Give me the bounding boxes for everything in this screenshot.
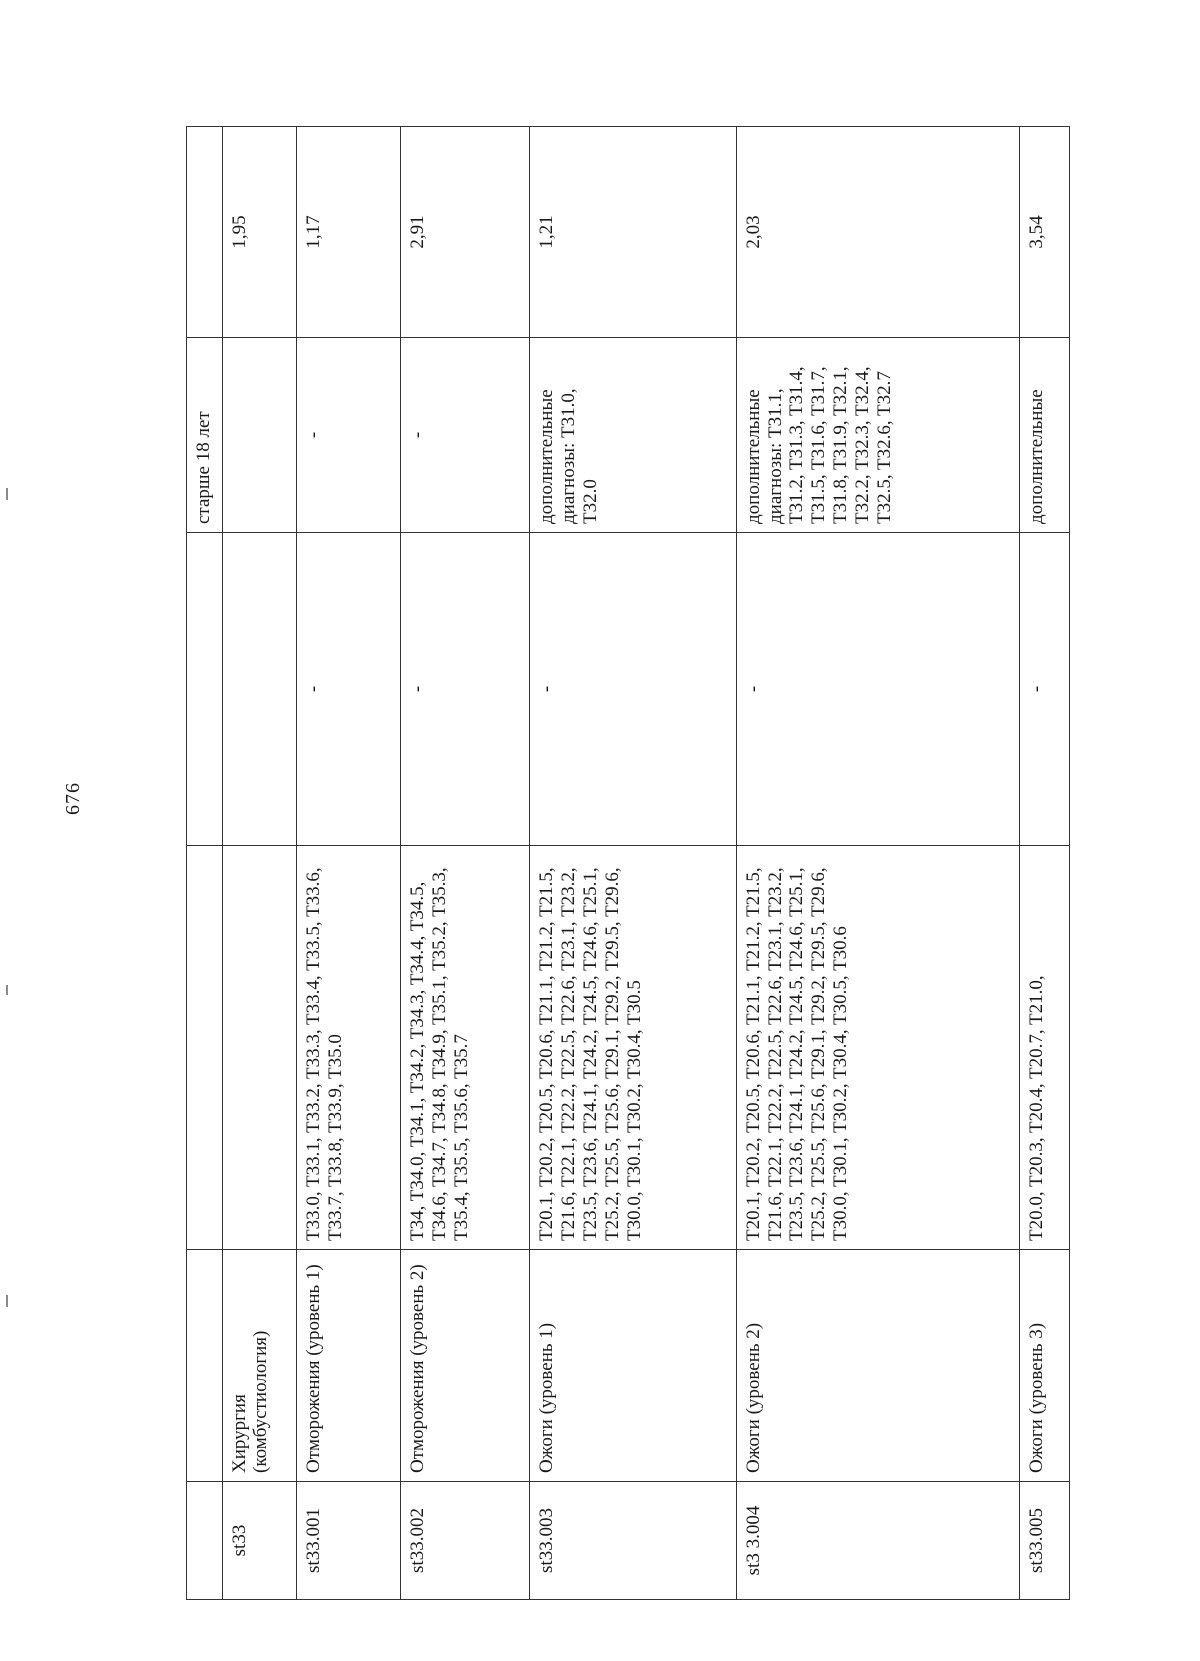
scan-mark bbox=[6, 985, 8, 995]
page-number: 676 bbox=[62, 782, 84, 815]
scan-mark bbox=[6, 488, 8, 500]
row-diagnoses: T20.1, T20.2, T20.5, T20.6, T21.1, T21.2, T21.5, T21.6, T22.1, T22.2, T22.5, T22.6, T23.1, T23.2, T23.5, T23.6, T24.1, T24.2, T24.5, T24.6, T25.1, T25.2, T25.5, T25.6, T29.1, T29.2, T29.5, T29.6, T30.0, T30.1, T30.2, T30.4, T30.5, T30.6 bbox=[736, 846, 1019, 1250]
row-name: Ожоги (уровень 2) bbox=[736, 1250, 1019, 1482]
row-age: дополнительные диагнозы: T31.0, T32.0 bbox=[530, 338, 736, 533]
row-age: - bbox=[296, 338, 401, 533]
row-coefficient: 1,95 bbox=[222, 127, 296, 338]
table-row bbox=[736, 127, 1019, 1600]
row-additional: - bbox=[401, 533, 530, 846]
rotated-table-container bbox=[186, 127, 1070, 1600]
row-diagnoses bbox=[222, 846, 296, 1250]
row-name: Отморожения (уровень 1) bbox=[296, 1250, 401, 1482]
row-coefficient: 3,54 bbox=[1020, 127, 1070, 338]
row-diagnoses: T20.0, T20.3, T20.4, T20.7, T21.0, bbox=[1020, 846, 1070, 1250]
table-row bbox=[1020, 127, 1070, 1600]
row-diagnoses: T33.0, T33.1, T33.2, T33.3, T33.4, T33.5, T33.6, T33.7, T33.8, T33.9, T35.0 bbox=[296, 846, 401, 1250]
row-coefficient: 2,91 bbox=[401, 127, 530, 338]
row-coefficient: 1,17 bbox=[296, 127, 401, 338]
row-additional: - bbox=[296, 533, 401, 846]
row-additional: - bbox=[530, 533, 736, 846]
row-diagnoses: T20.1, T20.2, T20.5, T20.6, T21.1, T21.2, T21.5, T21.6, T22.1, T22.2, T22.5, T22.6, T23.1, T23.2, T23.5, T23.6, T24.1, T24.2, T24.5, T24.6, T25.1, T25.2, T25.5, T25.6, T29.1, T29.2, T29.5, T29.6, T30.0, T30.1, T30.2, T30.4, T30.5 bbox=[530, 846, 736, 1250]
row-code: st33.001 bbox=[296, 1482, 401, 1600]
row-age: дополнительные диагнозы: T31.1, T31.2, T31.3, T31.4, T31.5, T31.6, T31.7, T31.8, T31.9, T32.1, T32.2, T32.3, T32.4, T32.5, T32.6, T32.7 bbox=[736, 338, 1019, 533]
header-coefficient bbox=[187, 127, 223, 338]
row-code: st33.003 bbox=[530, 1482, 736, 1600]
row-coefficient: 2,03 bbox=[736, 127, 1019, 338]
row-name: Хирургия (комбустиология) bbox=[222, 1250, 296, 1482]
row-code: st33.005 bbox=[1020, 1482, 1070, 1600]
scan-mark bbox=[6, 1295, 8, 1307]
row-additional: - bbox=[736, 533, 1019, 846]
row-name: Ожоги (уровень 3) bbox=[1020, 1250, 1070, 1482]
row-code: st3 3.004 bbox=[736, 1482, 1019, 1600]
table-row bbox=[222, 127, 296, 1600]
header-code bbox=[187, 1482, 223, 1600]
table-header-row bbox=[187, 127, 223, 1600]
row-code: st33.002 bbox=[401, 1482, 530, 1600]
header-age: старше 18 лет bbox=[187, 338, 223, 533]
table-row bbox=[530, 127, 736, 1600]
table-row bbox=[401, 127, 530, 1600]
header-additional bbox=[187, 533, 223, 846]
header-diagnoses bbox=[187, 846, 223, 1250]
row-additional: - bbox=[1020, 533, 1070, 846]
row-coefficient: 1,21 bbox=[530, 127, 736, 338]
header-name bbox=[187, 1250, 223, 1482]
row-diagnoses: T34, T34.0, T34.1, T34.2, T34.3, T34.4, T34.5, T34.6, T34.7, T34.8, T34.9, T35.1, T35.2, T35.3, T35.4, T35.5, T35.6, T35.7 bbox=[401, 846, 530, 1250]
row-age: - bbox=[401, 338, 530, 533]
row-additional bbox=[222, 533, 296, 846]
tariff-table bbox=[186, 126, 1070, 1600]
table-row bbox=[296, 127, 401, 1600]
row-code: st33 bbox=[222, 1482, 296, 1600]
row-name: Отморожения (уровень 2) bbox=[401, 1250, 530, 1482]
row-age: дополнительные bbox=[1020, 338, 1070, 533]
row-age bbox=[222, 338, 296, 533]
row-name: Ожоги (уровень 1) bbox=[530, 1250, 736, 1482]
